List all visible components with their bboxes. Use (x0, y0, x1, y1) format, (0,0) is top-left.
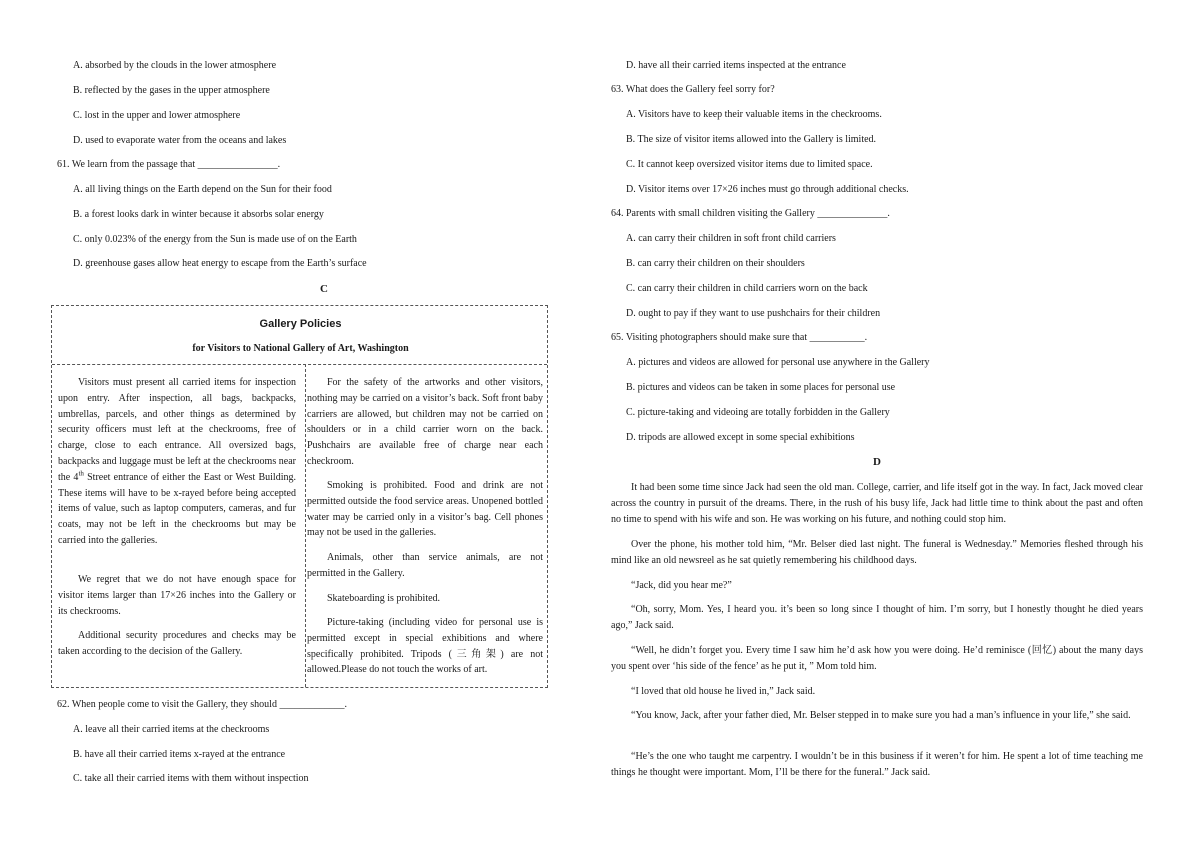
q65-option-b: B. pictures and videos can be taken in some places for personal use (626, 382, 896, 393)
passage-d-paragraph-2: Over the phone, his mother told him, “Mr. Belser died last night. The funeral is Wednesday.” Memories fleshed through his mind like an old newsreel as he sat quietly remembering his childhood days. (611, 539, 1143, 566)
q64-option-c: C. can carry their children in child carriers worn on the back (626, 283, 868, 294)
gallery-left-paragraph-1: Visitors must present all carried items for inspection upon entry. After inspection, all bags, backpacks, umbrellas, parcels, and other things as determined by security officers must left at the checkrooms, free of charge, close to each entrance. All oversized bags, backpacks and luggage must be left at the checkrooms near the 4th Street entrance of either the East or West Building. These items will have to be x-rayed before being accepted items of value, such as laptop computers, cameras, and fur coats, may not be left in the checkrooms but may be carried into the galleries. (58, 377, 296, 546)
passage-d-paragraph-8: “He’s the one who taught me carpentry. I wouldn’t be in this business if it weren’t for him. He spent a lot of time teaching me things he thought were important. Mom, I’ll be there for the funeral.” Jack said. (611, 751, 1143, 778)
q61-option-c: C. only 0.023% of the energy from the Sun is made use of on the Earth (73, 234, 357, 245)
q62-option-d: D. have all their carried items inspected at the entrance (626, 60, 846, 71)
q62-option-b: B. have all their carried items x-rayed at the entrance (73, 749, 286, 760)
gallery-right-paragraph-4: Skateboarding is prohibited. (327, 593, 441, 604)
q64-option-a: A. can carry their children in soft front child carriers (626, 233, 836, 244)
q62-stem: 62. When people come to visit the Gallery, they should _____________. (57, 699, 347, 710)
passage-d-paragraph-3: “Jack, did you hear me?” (631, 580, 732, 591)
gallery-left-paragraph-2: We regret that we do not have enough space for visitor items larger than 17×26 inches into the Gallery or its checkrooms. (58, 574, 296, 617)
q64-option-b: B. can carry their children on their shoulders (626, 258, 805, 269)
q65-stem: 65. Visiting photographers should make sure that ___________. (611, 332, 868, 343)
q64-stem: 64. Parents with small children visiting the Gallery ______________. (611, 208, 890, 219)
q63-option-a: A. Visitors have to keep their valuable items in the checkrooms. (626, 109, 882, 120)
q65-option-a: A. pictures and videos are allowed for personal use anywhere in the Gallery (626, 357, 930, 368)
q63-option-c: C. It cannot keep oversized visitor items due to limited space. (626, 159, 873, 170)
gallery-subtitle: for Visitors to National Gallery of Art, Washington (192, 343, 409, 354)
q62-option-c: C. take all their carried items with them without inspection (73, 773, 309, 784)
passage-d-paragraph-4: “Oh, sorry, Mom. Yes, I heard you. it’s been so long since I thought of him. I’m sorry, but I honestly thought he died years ago,” Jack said. (611, 604, 1143, 631)
gallery-policies-box (51, 305, 548, 688)
q63-option-d: D. Visitor items over 17×26 inches must go through additional checks. (626, 184, 909, 195)
q60-option-b: B. reflected by the gases in the upper atmosphere (73, 85, 270, 96)
q65-option-c: C. picture-taking and videoing are totally forbidden in the Gallery (626, 407, 890, 418)
passage-d-paragraph-6: “I loved that old house he lived in,” Jack said. (631, 686, 816, 697)
q63-option-b: B. The size of visitor items allowed into the Gallery is limited. (626, 134, 877, 145)
q61-option-a: A. all living things on the Earth depend on the Sun for their food (73, 184, 332, 195)
section-c-heading: C (320, 283, 328, 295)
q60-option-c: C. lost in the upper and lower atmosphere (73, 110, 241, 121)
gallery-right-paragraph-5: Picture-taking (including video for personal use is permitted except in special exhibitions and where specifically prohibited. Tripods (三角架) are not allowed.Please do not touch the works of art. (307, 617, 543, 676)
gallery-title: Gallery Policies (259, 318, 342, 330)
q63-stem: 63. What does the Gallery feel sorry for? (611, 84, 775, 95)
q60-option-d: D. used to evaporate water from the oceans and lakes (73, 135, 287, 146)
gallery-right-paragraph-2: Smoking is prohibited. Food and drink are not permitted outside the food service areas. Unopened bottled water may be carried only in a visitor’s bag. Cell phones may not be used in the galleries. (307, 480, 543, 539)
passage-d-paragraph-7: “You know, Jack, after your father died, Mr. Belser stepped in to make sure you had a man’s influence in your life,” she said. (631, 710, 1131, 721)
q61-stem: 61. We learn from the passage that ________________. (57, 159, 281, 170)
gallery-left-paragraph-3: Additional security procedures and checks may be taken according to the decision of the Gallery. (58, 630, 296, 657)
box-column-divider (305, 364, 306, 687)
gallery-right-paragraph-1: For the safety of the artworks and other visitors, nothing may be carried on a visitor’s back. Soft front baby carriers are allowed, but children may not be carried on shoulders or in a child carrier worn on the back. Pushchairs are available free of charge near each checkroom. (307, 377, 543, 467)
gallery-right-paragraph-3: Animals, other than service animals, are not permitted in the Gallery. (307, 552, 543, 579)
q62-option-a: A. leave all their carried items at the checkrooms (73, 724, 270, 735)
q60-option-a: A. absorbed by the clouds in the lower atmosphere (73, 60, 277, 71)
q64-option-d: D. ought to pay if they want to use pushchairs for their children (626, 308, 881, 319)
q61-option-b: B. a forest looks dark in winter because it absorbs solar energy (73, 209, 324, 220)
q65-option-d: D. tripods are allowed except in some special exhibitions (626, 432, 855, 443)
section-d-heading: D (873, 456, 881, 468)
passage-d-paragraph-5: “Well, he didn’t forget you. Every time I saw him he’d ask how you were doing. He’d reminisce (回忆) about the many days you spent over ‘his side of the fence’ as he put it, ” Mom told him. (611, 645, 1143, 672)
q61-option-d: D. greenhouse gases allow heat energy to escape from the Earth’s surface (73, 258, 367, 269)
passage-d-paragraph-1: It had been some time since Jack had seen the old man. College, carrier, and life itself got in the way. In fact, Jack moved clear across the country in pursuit of the dreams. There, in the rush of his busy life, Jack had little time to think about the past and often no time to spend with his wife and son. He was working on his future, and nothing could stop him. (611, 482, 1143, 525)
box-header-divider (52, 364, 547, 365)
